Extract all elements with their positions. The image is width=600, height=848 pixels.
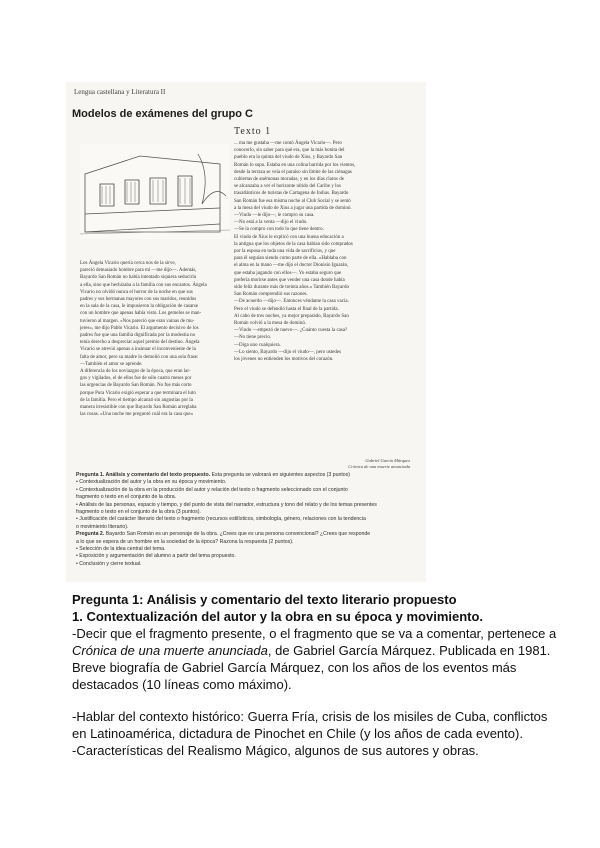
- paragraph-1-line-4: destacados (10 líneas como máximo).: [72, 677, 292, 692]
- text-label: Texto 1: [234, 126, 272, 137]
- paragraph-1-line-1: -Decir que el fragmento presente, o el fragmento que se va a comentar, pertenece a: [72, 626, 557, 641]
- running-head: Lengua castellana y Literatura II: [74, 88, 166, 96]
- scanned-exam-page: [66, 82, 426, 582]
- paragraph-2-line-1: -Hablar del contexto histórico: Guerra Fría, crisis de los misiles de Cuba, conflictos: [72, 709, 548, 724]
- heading-question-1: Pregunta 1: Análisis y comentario del texto literario propuesto: [72, 592, 457, 607]
- text-column-right: ... ma me gustaba —me contó Ángela Vicario—. Pero conocerlo, sin saber para qué era, que la más bonita del pueblo era la quinta del viudo de Xius, y Bayardo San Román lo supo. Estaba en una colina barrida por los vientos, desde la terraza se veía el paraíso sin límite de las ciénagas cubiertas de anémonas moradas, y en los días claros de se alcanzaba a ver el horizonte nítido del Caribe y los trasatlánticos de turistas de Cartagena de Indias. Bayardo San Román fue esa misma noche al Club Social y se sentó a la mesa del viudo de Xius a jugar una partida de dominó. —Viudo —le dijo—, le compro su casa. —No está a la venta —dijo el viudo. —Se la compro con todo lo que tiene dentro. El viudo de Xius le explicó con una buena educación a la antigua que los objetos de la casa habían sido comprados por la esposa en toda una vida de sacrificios, y que para él seguían siendo como parte de ella. «Hablaba con el alma en la mano —me dijo el doctor Dionisio Iguarán, que estaba jugando con ellos—. Yo estaba seguro que prefería morirse antes que vender una casa donde había sido feliz durante más de treinta años.» También Bayardo San Román comprendió sus razones. —De acuerdo —dijo—. Entonces véndame la casa vacía. Pero el viudo se defendió hasta el final de la partida. Al cabo de tres noches, ya mejor preparado, Bayardo San Román volvió a la mesa de dominó. —Viudo —empezó de nuevo—. ¿Cuánto cuesta la casa? —No tiene precio. —Diga uno cualquiera. —Lo siento, Bayardo —dijo el viudo—, pero ustedes los jóvenes no entienden los motivos del corazón.: [234, 141, 356, 363]
- book-title: Crónica de una muerte anunciada: [72, 643, 268, 658]
- paragraph-1-line-3: Breve biografía de Gabriel García Márquez, con los años de los eventos más: [72, 660, 517, 675]
- paragraph-2-line-2: en Latinoamérica, dictadura de Pinochet en Chile (y los años de cada evento).: [72, 726, 523, 741]
- exam-questions: Pregunta 1. Análisis y comentario del texto propuesto. Esta pregunta se valorará en siguientes aspectos (3 puntos) • Contextualización del autor y la obra en su época y movimiento. • Contextualización de la obra en la producción del autor y relación del texto o fragmento seleccionado con el conjunto fragmento o texto en el conjunto de la obra. • Análisis de las personas, espacio y tiempo, y del punto de vista del narrador, estructura y tono del relato y de los temas presentes fragmento o texto en el conjunto de la obra (3 puntos). • Justificación del carácter literario del texto o fragmento (recursos estilísticos, simbología, género, relaciones con la tendencia o movimiento literario). Pregunta 2. Bayardo San Román es un personaje de la obra. ¿Crees que es una persona convencional? ¿Crees que responde a lo que se espera de un hombre en la sociedad de la época? Razona la respuesta (2 puntos). • Selección de la idea central del tema. • Exposición y argumentación del alumno a partir del tema propuesto. • Conclusión y cierre textual.: [76, 472, 377, 567]
- source-citation: Gabriel García Márquez Crónica de una muerte anunciada: [348, 458, 410, 469]
- paragraph-1-line-2: Crónica de una muerte anunciada, de Gabriel García Márquez. Publicada en 1981.: [72, 643, 551, 658]
- text-column-left: Los Ángela Vicario quería cerca nos de la sirve, pareció demasiado hombre para mí —me dijo—. Además, Bayardo San Román no había intentado siquiera seducirla a ella, sino que hechizaba a la familia con sus encantos. Ángela Vicario no olvidó nunca el horror de la noche en que sus padres y sus hermanas mayores con sus maridos, reunidos en la sala de la casa, le impusieron la obligación de casarse con un hombre que apenas había visto. Los gemelos se man- tuvieron al margen. «Nos pareció que eran vainas de mu- jeres», me dijo Pablo Vicario. El argumento decisivo de los padres fue que una familia dignificada por la modestia no tenía derecho a despreciar aquel premio del destino. Ángela Vicario se atrevió apenas a insinuar el inconveniente de la falta de amor, pero su madre lo demolió con una sola frase: —También el amor se aprende. A diferencia de los noviazgos de la época, que eran lar- gos y vigilados, el de ellos fue de sólo cuatro meses por las urgencias de Bayardo San Román. No fue más corto porque Pura Vicario exigió esperar a que terminara el luto de la familia. Pero el tiempo alcanzó sin angustias por la manera irresistible con que Bayardo San Román arreglaba las cosas. «Una noche me preguntó cuál era la casa que»: [80, 261, 207, 418]
- answer-notes: [72, 591, 557, 759]
- exam-title: Modelos de exámenes del grupo C: [72, 108, 253, 120]
- paragraph-3: -Características del Realismo Mágico, algunos de sus autores y obras.: [72, 743, 479, 758]
- street-illustration: [80, 144, 230, 239]
- heading-contextualization: 1. Contextualización del autor y la obra en su época y movimiento.: [72, 609, 484, 624]
